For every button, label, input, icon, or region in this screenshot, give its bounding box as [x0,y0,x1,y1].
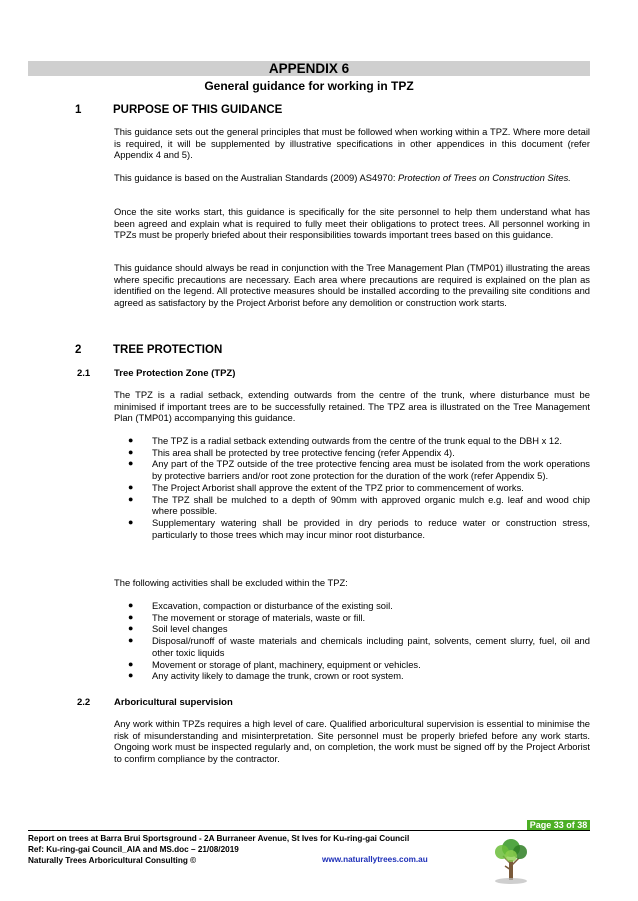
bullet-icon: ● [128,458,134,469]
bullet-icon: ● [128,435,134,445]
list-item [114,600,590,612]
section-1-heading [75,104,575,118]
subsection-2-1-heading [77,368,577,380]
list-item-text: Disposal/runoff of waste materials and chemicals including paint, solvents, cement slurry, fuel, oil and other toxic liquids [152,635,590,658]
bullet-icon: ● [128,493,134,504]
subsection-title: Tree Protection Zone (TPZ) [114,368,236,379]
paragraph: The TPZ is a radial setback, extending outwards from the centre of the trunk, where disturbance must be minimised if important trees are to be successfully retained. The TPZ area is illustrated on the Tree Management Plan (TMP01) accompanying this guidance. [114,389,590,424]
appendix-title: APPENDIX 6 [268,61,350,76]
list-item [114,435,590,447]
list-item-text: Movement or storage of plant, machinery, equipment or vehicles. [152,658,421,670]
list-item [114,635,590,658]
list-item [114,612,590,624]
page-subtitle: General guidance for working in TPZ [204,79,414,93]
paragraph-text: This guidance is based on the Australian Standards (2009) AS4970: [114,172,399,183]
list-item-text: The movement or storage of materials, waste or fill. [152,611,366,623]
bullet-icon: ● [128,658,134,669]
subsection-number: 2.1 [77,368,91,379]
list-item [114,517,590,540]
section-title: TREE PROTECTION [113,344,223,356]
footer-report-title: Report on trees at Barra Brui Sportsground - 2A Burraneer Avenue, St Ives for Ku-ring-gai Council [28,834,410,843]
bullet-icon: ● [128,611,134,622]
list-item-text: Soil level changes [152,623,228,635]
bullet-icon: ● [128,446,134,457]
list-item-text: This area shall be protected by tree protective fencing (refer Appendix 4). [152,446,455,458]
bullet-icon: ● [128,623,134,634]
bullet-icon: ● [128,635,134,646]
section-number: 1 [75,104,82,116]
list-item-text: Any activity likely to damage the trunk, crown or root system. [152,670,404,682]
list-item-text: The Project Arborist shall approve the extent of the TPZ prior to commencement of works. [152,481,524,493]
list-item [114,458,590,481]
list-item-text: Any part of the TPZ outside of the tree protective fencing area must be isolated from the work operations by protective barriers and/or root zone protection for the duration of the work (refer Appendix 5). [152,458,590,482]
bullet-icon: ● [128,481,134,492]
subsection-2-2-heading [77,697,577,709]
standard-title: Protection of Trees on Construction Sites. [398,172,571,183]
paragraph: This guidance should always be read in conjunction with the Tree Management Plan (TMP01) illustrating the areas where specific precautions are necessary. Each area where precautions are required is explained on the plan as identified on the legend. All protective measures should be installed according to the prevailing site conditions and agreed as satisfactory by the Project Arborist before any demolition or construction work starts. [114,262,590,309]
subsection-number: 2.2 [77,697,91,708]
list-item-text: Excavation, compaction or disturbance of the existing soil. [152,600,393,611]
list-item-text: Supplementary watering shall be provided in dry periods to reduce water or construction stress, particularly to those trees which may incur minor root disturbance. [152,516,590,540]
tpz-requirements-list [114,435,590,540]
paragraph: Any work within TPZs requires a high level of care. Qualified arboricultural supervision is essential to minimise the risk of misunderstanding and misinterpretation. Site personnel must be properly briefed before any work starts. Ongoing work must be inspected regularly and, on completion, the work must be signed off by the Project Arborist to confirm compliance by the contractor. [114,718,590,765]
section-title: PURPOSE OF THIS GUIDANCE [113,104,283,116]
list-item-text: The TPZ is a radial setback extending outwards from the centre of the trunk equal to the DBH x 12. [152,435,562,446]
list-item [114,670,590,682]
section-number: 2 [75,344,82,356]
list-item [114,623,590,635]
page-number-badge: Page 33 of 38 [527,820,590,831]
list-item [114,447,590,459]
section-2-heading [75,344,575,358]
subsection-title: Arboricultural supervision [114,697,233,708]
list-item [114,482,590,494]
paragraph [114,172,590,184]
footer-reference: Ref: Ku-ring-gai Council_AIA and MS.doc – 21/08/2019 [28,845,239,854]
list-item [114,494,590,517]
paragraph: The following activities shall be excluded within the TPZ: [114,577,348,588]
paragraph: Once the site works start, this guidance is specifically for the site personnel to help them understand what has been agreed and explain what is required to fully meet their obligations to protect trees. All personnel working in TPZs must be properly briefed about their responsibilities towards important trees based on this guidance. [114,206,590,241]
footer-divider [28,830,590,831]
footer-company: Naturally Trees Arboricultural Consulting © [28,856,197,865]
list-item [114,659,590,671]
excluded-activities-list [114,600,590,682]
tree-logo-icon [488,834,534,886]
list-item-text: The TPZ shall be mulched to a depth of 90mm with approved organic mulch e.g. leaf and wood chip where possible. [152,493,590,517]
bullet-icon: ● [128,670,134,681]
bullet-icon: ● [128,516,134,527]
bullet-icon: ● [128,600,134,610]
paragraph: This guidance sets out the general principles that must be followed when working within a TPZ. Where more detail is required, it will be supplemented by illustrative specifications in other appendices in this document (refer Appendix 4 and 5). [114,126,590,161]
website-link[interactable]: www.naturallytrees.com.au [322,855,428,864]
